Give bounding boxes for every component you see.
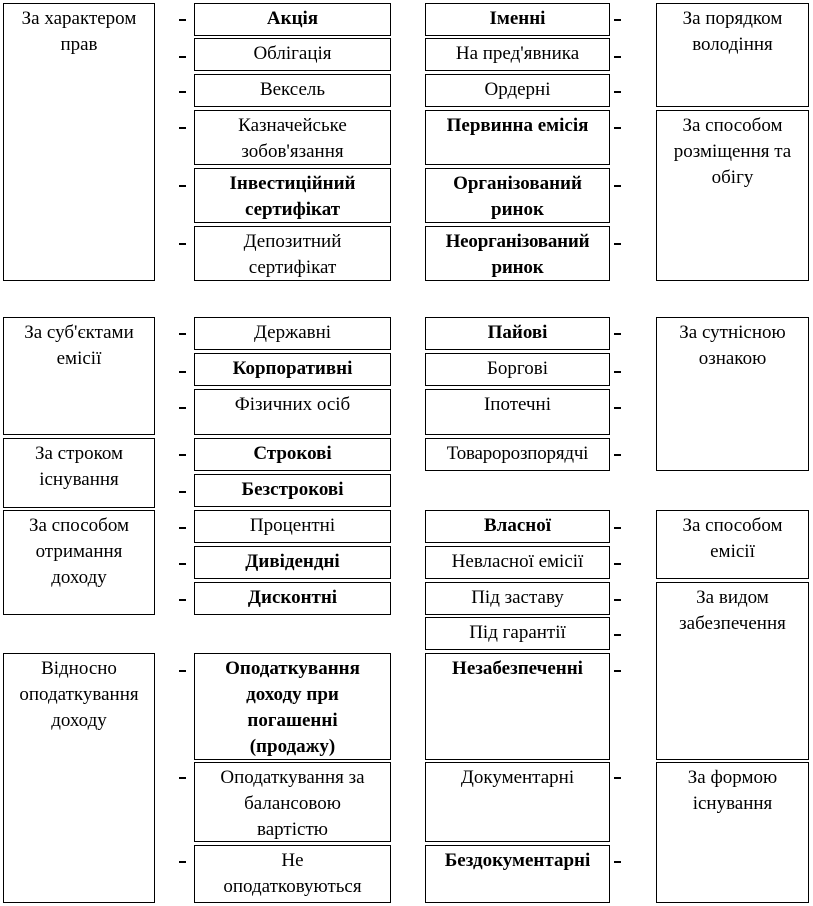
type-deposit-certificate: Депозитний сертифікат [194, 226, 391, 281]
connector-dash [614, 599, 621, 601]
connector-dash [614, 333, 621, 335]
type-guarantee: Під гарантії [425, 617, 610, 650]
criterion-form: За формою існування [656, 762, 809, 903]
connector-dash [179, 777, 186, 779]
type-state: Державні [194, 317, 391, 350]
type-tax-on-redemption: Оподаткування доходу при погашенні (продажу) [194, 653, 391, 760]
type-share: Акція [194, 3, 391, 36]
type-bill: Вексель [194, 74, 391, 107]
type-term: Строкові [194, 438, 391, 471]
connector-dash [179, 19, 186, 21]
type-own-emission: Власної [425, 510, 610, 543]
type-primary-emission: Первинна емісія [425, 110, 610, 165]
connector-dash [614, 454, 621, 456]
type-organized-market: Організований ринок [425, 168, 610, 223]
type-bond: Облігація [194, 38, 391, 71]
type-pledge: Під заставу [425, 582, 610, 615]
connector-dash [614, 527, 621, 529]
connector-dash [614, 185, 621, 187]
connector-dash [179, 91, 186, 93]
connector-dash [614, 56, 621, 58]
connector-dash [614, 407, 621, 409]
connector-dash [179, 56, 186, 58]
type-interest: Процентні [194, 510, 391, 543]
criterion-issuers: За суб'єктами емісії [3, 317, 155, 435]
type-bearer: На пред'явника [425, 38, 610, 71]
connector-dash [179, 563, 186, 565]
criterion-emission-method: За способом емісії [656, 510, 809, 579]
type-documentary: Документарні [425, 762, 610, 842]
type-commodity: Товаророзпорядчі [425, 438, 610, 471]
connector-dash [614, 777, 621, 779]
type-unorganized-market: Неорганізований ринок [425, 226, 610, 281]
connector-dash [179, 861, 186, 863]
criterion-rights: За характером прав [3, 3, 155, 281]
connector-dash [614, 634, 621, 636]
connector-dash [179, 371, 186, 373]
type-registered: Іменні [425, 3, 610, 36]
type-paperless: Бездокументарні [425, 845, 610, 903]
type-untaxed: Не оподатковуються [194, 845, 391, 903]
type-investment-certificate: Інвестиційний сертифікат [194, 168, 391, 223]
connector-dash [614, 371, 621, 373]
type-perpetual: Безстрокові [194, 474, 391, 507]
criterion-taxation: Відносно оподаткування доходу [3, 653, 155, 903]
criterion-essence: За сутнісною ознакою [656, 317, 809, 471]
type-mortgage: Іпотечні [425, 389, 610, 435]
type-individuals: Фізичних осіб [194, 389, 391, 435]
criterion-income: За способом отримання доходу [3, 510, 155, 615]
connector-dash [614, 91, 621, 93]
criterion-ownership: За порядком володіння [656, 3, 809, 107]
connector-dash [614, 563, 621, 565]
connector-dash [614, 19, 621, 21]
type-discount: Дисконтні [194, 582, 391, 615]
criterion-term: За строком існування [3, 438, 155, 508]
connector-dash [614, 127, 621, 129]
connector-dash [179, 491, 186, 493]
connector-dash [179, 527, 186, 529]
connector-dash [179, 454, 186, 456]
type-corporate: Корпоративні [194, 353, 391, 386]
connector-dash [614, 243, 621, 245]
type-order: Ордерні [425, 74, 610, 107]
connector-dash [179, 185, 186, 187]
criterion-security-type: За видом забезпечення [656, 582, 809, 760]
type-non-own-emission: Невласної емісії [425, 546, 610, 579]
type-tax-balance-value: Оподаткування за балансовою вартістю [194, 762, 391, 842]
criterion-placement: За способом розміщення та обігу [656, 110, 809, 281]
connector-dash [179, 243, 186, 245]
type-debt: Боргові [425, 353, 610, 386]
connector-dash [179, 670, 186, 672]
connector-dash [179, 407, 186, 409]
type-unsecured: Незабезпеченні [425, 653, 610, 760]
connector-dash [614, 670, 621, 672]
type-equity: Пайові [425, 317, 610, 350]
connector-dash [179, 599, 186, 601]
connector-dash [179, 333, 186, 335]
type-treasury-obligation: Казначейське зобов'язання [194, 110, 391, 165]
connector-dash [179, 127, 186, 129]
connector-dash [614, 861, 621, 863]
type-dividend: Дивідендні [194, 546, 391, 579]
